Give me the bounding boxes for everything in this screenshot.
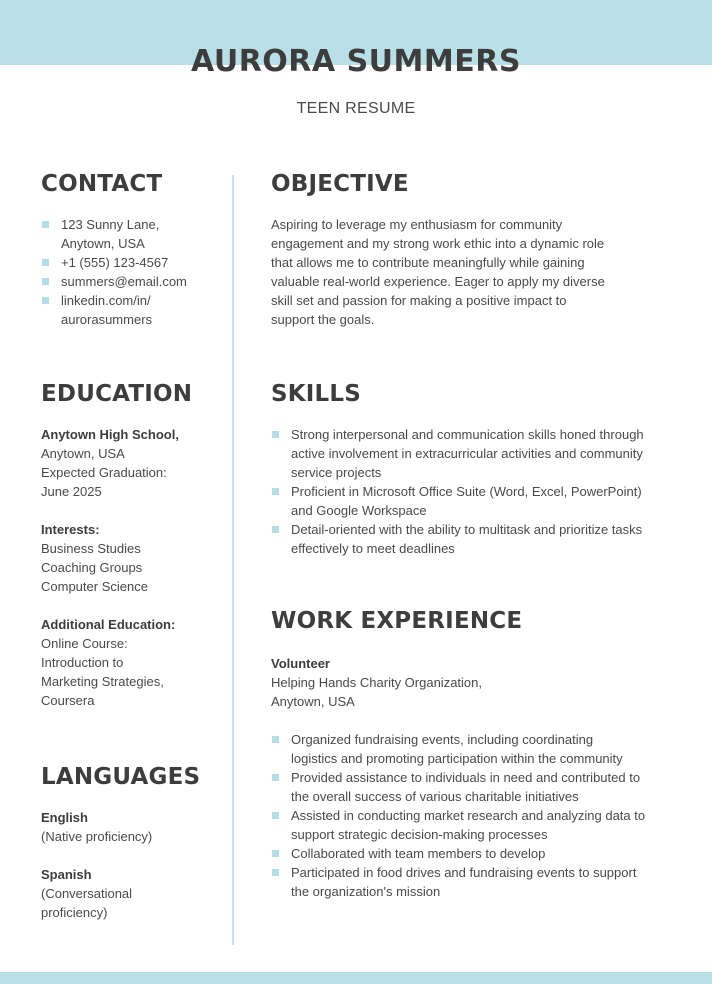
interest-item: Coaching Groups [41, 560, 143, 575]
bullet-square-icon [42, 221, 49, 228]
contact-address: 123 Sunny Lane, Anytown, USA [41, 215, 221, 253]
bullet-square-icon [272, 850, 279, 857]
work-organization: Helping Hands Charity Organization, [271, 675, 482, 690]
contact-linkedin: linkedin.com/in/ aurorasummers [41, 291, 221, 329]
bullet-square-icon [42, 278, 49, 285]
additional-education-line: Coursera [41, 693, 95, 708]
bullet-square-icon [272, 812, 279, 819]
education-details [41, 425, 221, 710]
column-divider [232, 175, 234, 945]
additional-education-line: Introduction to [41, 655, 124, 670]
skill-item: Strong interpersonal and communication skills honed through active involvement in extracurricular activities and community service projects [271, 425, 691, 482]
footer-accent-band [0, 972, 712, 984]
contact-heading: CONTACT [41, 171, 163, 197]
objective-heading: OBJECTIVE [271, 171, 409, 197]
work-role-block [271, 654, 671, 711]
school-location: Anytown, USA [41, 446, 125, 461]
resume-name: AURORA SUMMERS [191, 44, 521, 79]
contact-phone: +1 (555) 123-4567 [41, 253, 221, 272]
bullet-square-icon [42, 297, 49, 304]
skill-item: Detail-oriented with the ability to multitask and prioritize tasks effectively to meet deadlines [271, 520, 691, 558]
skills-heading: SKILLS [271, 381, 362, 407]
bullet-square-icon [272, 431, 279, 438]
interest-item: Business Studies [41, 541, 141, 556]
language-level: (Native proficiency) [41, 829, 153, 844]
skill-item: Proficient in Microsoft Office Suite (Word, Excel, PowerPoint) and Google Workspace [271, 482, 691, 520]
objective-text: Aspiring to leverage my enthusiasm for community engagement and my strong work ethic into a dynamic role that allows me to contribute meaningfully while gaining valuable real-world experience. Eager to apply my diverse skill set and passion for making a positive impact to support the goals. [271, 217, 605, 327]
additional-education-line: Marketing Strategies, [41, 674, 164, 689]
contact-email: summers@email.com [41, 272, 221, 291]
bullet-square-icon [272, 488, 279, 495]
languages-heading: LANGUAGES [41, 764, 201, 790]
languages-list [41, 808, 221, 922]
language-name: Spanish [41, 867, 92, 882]
bullet-square-icon [272, 774, 279, 781]
language-level: (Conversational [41, 886, 133, 901]
additional-education-line: Online Course: [41, 636, 128, 651]
additional-education-label: Additional Education: [41, 617, 176, 632]
bullet-square-icon [42, 259, 49, 266]
work-location: Anytown, USA [271, 694, 355, 709]
work-experience-heading: WORK EXPERIENCE [271, 608, 523, 634]
language-level: proficiency) [41, 905, 108, 920]
bullet-square-icon [272, 869, 279, 876]
contact-list [41, 215, 221, 329]
work-duties-list [271, 730, 691, 901]
interests-label: Interests: [41, 522, 100, 537]
graduation-date: June 2025 [41, 484, 102, 499]
resume-subtitle: TEEN RESUME [296, 100, 416, 117]
school-name: Anytown High School, [41, 427, 179, 442]
education-heading: EDUCATION [41, 381, 193, 407]
work-duty-item: Participated in food drives and fundraising events to support the organization's mission [271, 863, 691, 901]
skills-list [271, 425, 691, 558]
work-duty-item: Provided assistance to individuals in need and contributed to the overall success of various charitable initiatives [271, 768, 691, 806]
work-role: Volunteer [271, 656, 330, 671]
interest-item: Computer Science [41, 579, 148, 594]
work-duty-item: Assisted in conducting market research and analyzing data to support strategic decision-making processes [271, 806, 691, 844]
language-name: English [41, 810, 88, 825]
bullet-square-icon [272, 526, 279, 533]
bullet-square-icon [272, 736, 279, 743]
work-duty-item: Organized fundraising events, including coordinating logistics and promoting participation within the community [271, 730, 691, 768]
graduation-label: Expected Graduation: [41, 465, 167, 480]
work-duty-item: Collaborated with team members to develop [271, 844, 691, 863]
